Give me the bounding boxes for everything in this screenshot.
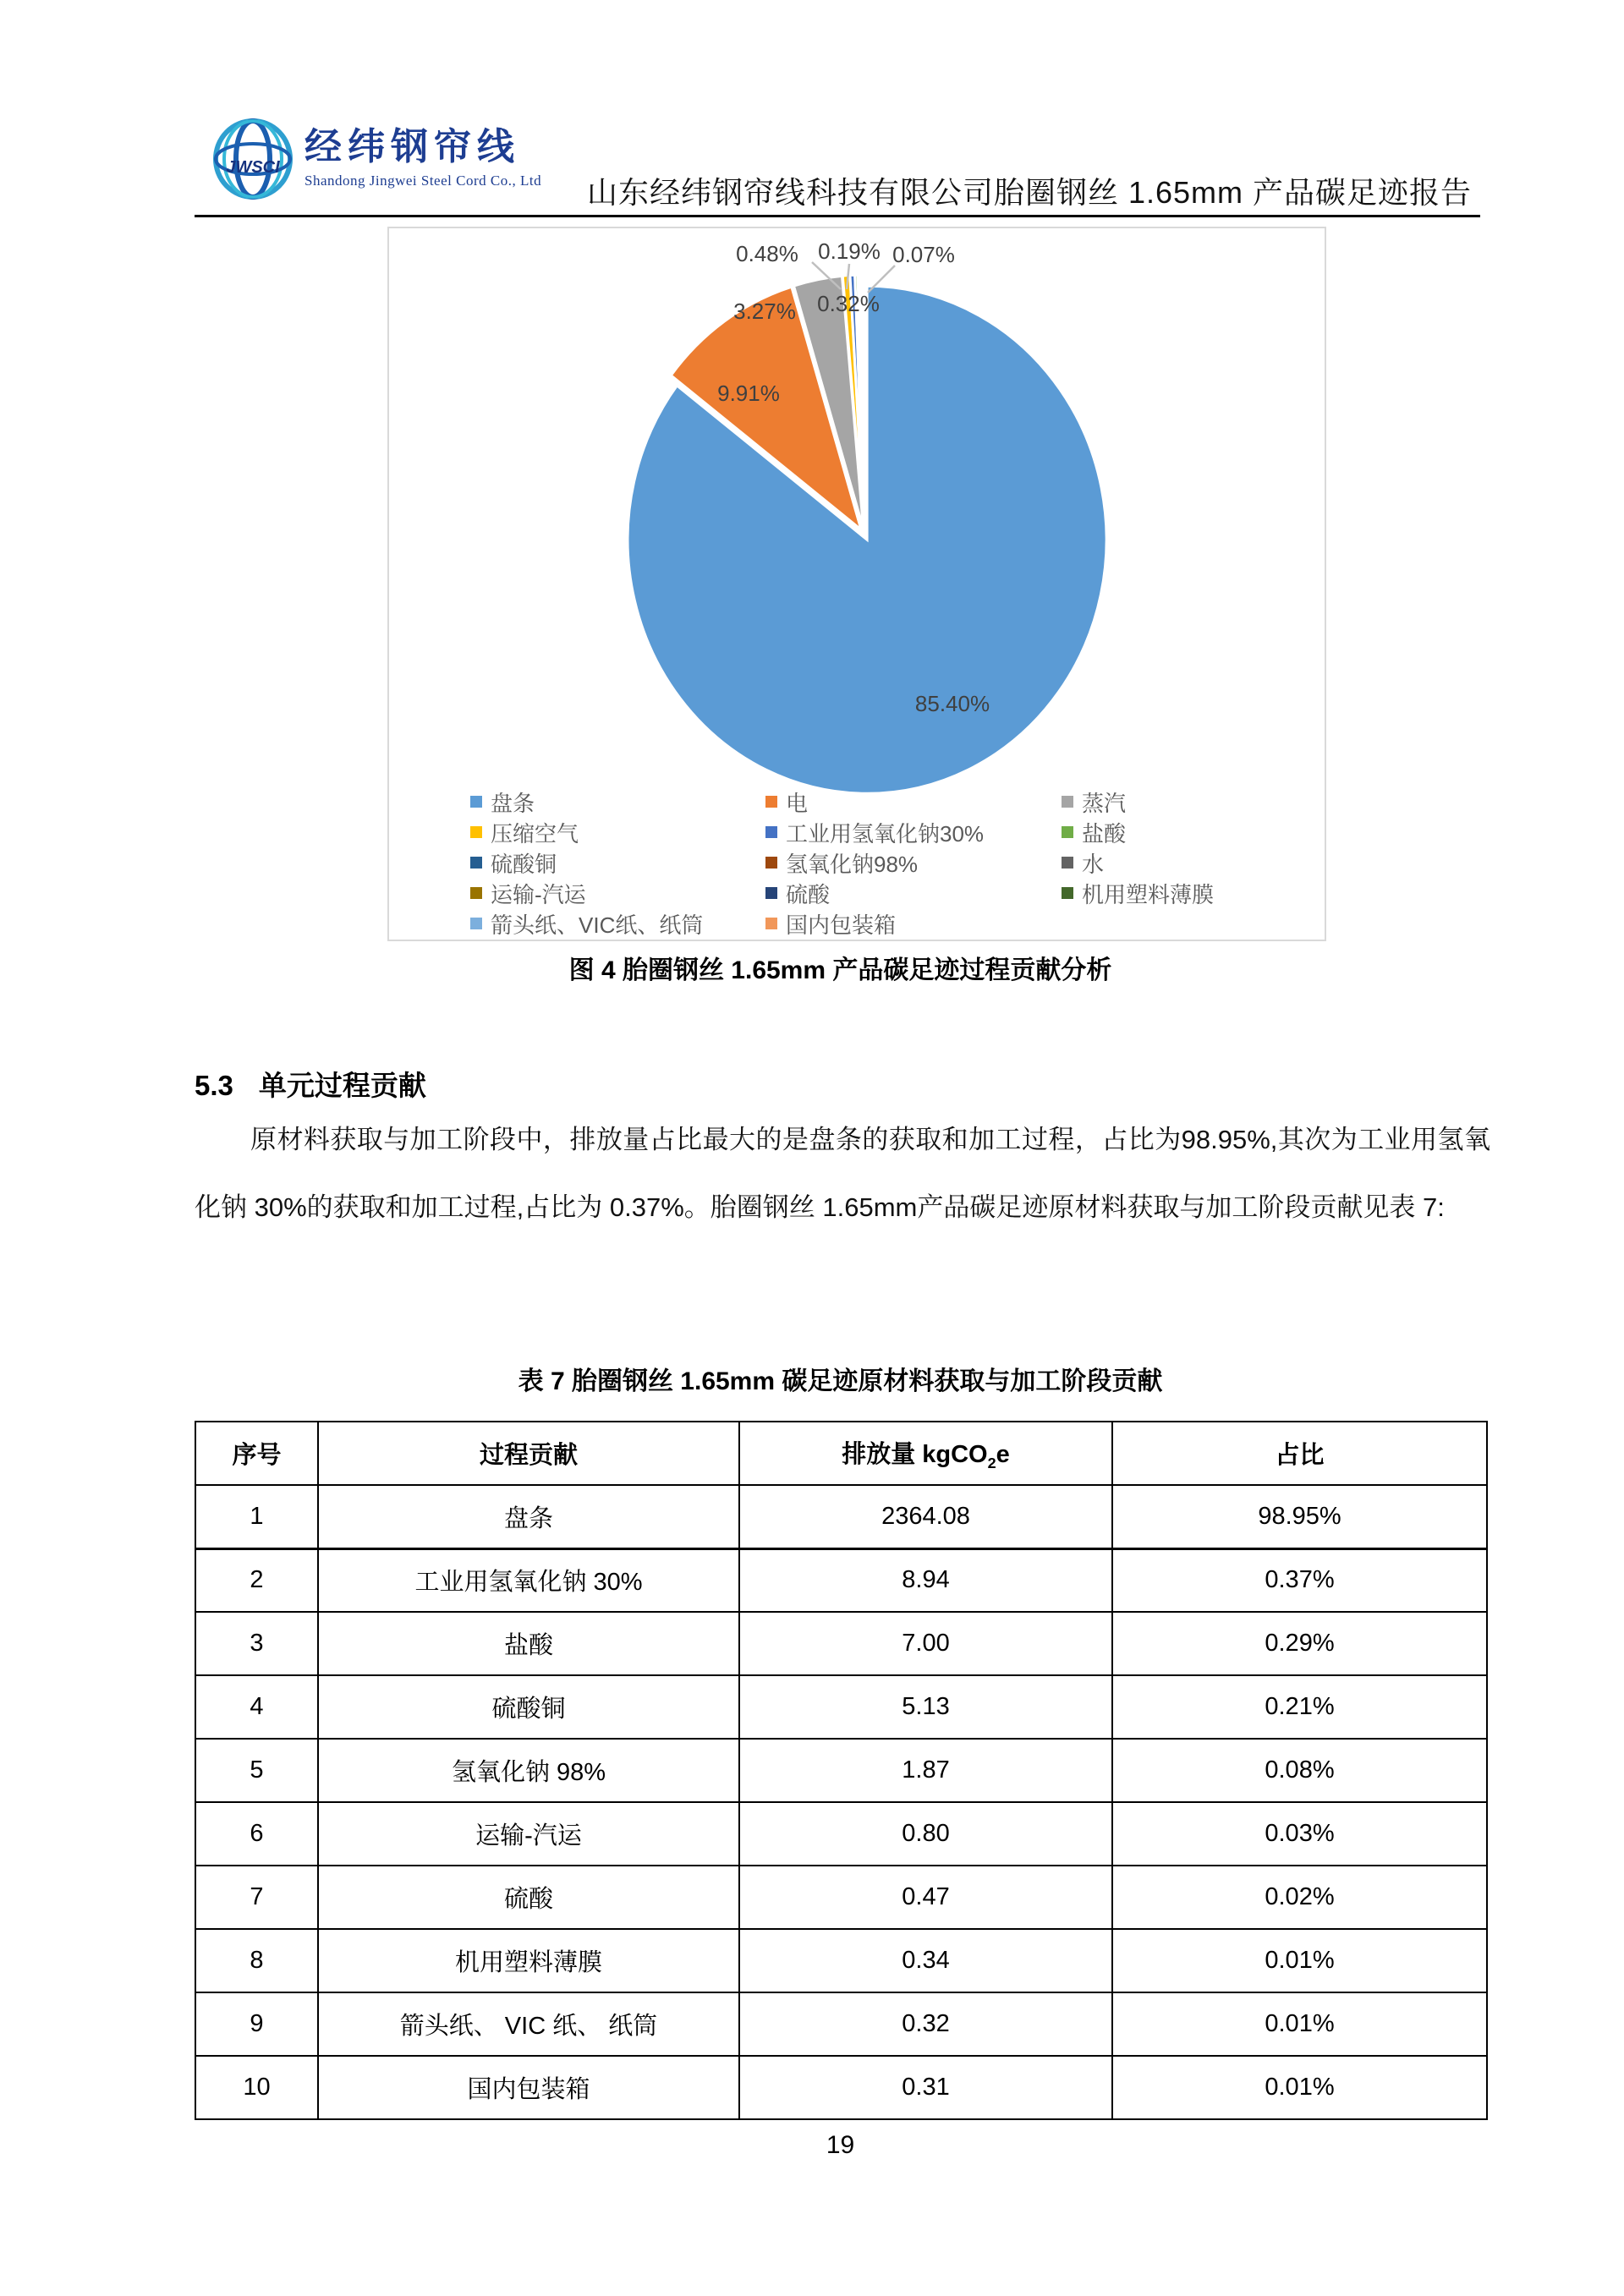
page-number: 19 bbox=[826, 2131, 855, 2159]
legend-item bbox=[470, 847, 765, 878]
cell-no: 10 bbox=[195, 2056, 318, 2119]
table-row bbox=[195, 1485, 1487, 1548]
report-title: 山东经纬钢帘线科技有限公司胎圈钢丝 1.65mm 产品碳足迹报告 bbox=[586, 175, 1472, 210]
legend-label: 盘条 bbox=[491, 790, 535, 816]
globe-icon bbox=[211, 117, 294, 201]
pie-value-label: 0.32% bbox=[817, 291, 880, 316]
legend-label: 硫酸铜 bbox=[491, 851, 557, 877]
pie-value-label: 85.40% bbox=[914, 691, 990, 716]
cell-emission: 0.80 bbox=[739, 1802, 1112, 1866]
cell-process: 氢氧化钠 98% bbox=[318, 1739, 739, 1802]
cell-no: 9 bbox=[195, 1992, 318, 2056]
legend-swatch-icon bbox=[765, 826, 777, 838]
cell-no: 3 bbox=[195, 1612, 318, 1675]
cell-emission: 5.13 bbox=[739, 1675, 1112, 1739]
legend-label: 蒸汽 bbox=[1082, 790, 1127, 816]
legend-swatch-icon bbox=[1062, 796, 1073, 808]
pie-chart-figure bbox=[387, 227, 1326, 941]
logo-text-block bbox=[304, 117, 541, 189]
pie-value-label: 9.91% bbox=[717, 381, 780, 406]
legend-label: 硫酸 bbox=[786, 881, 831, 907]
legend-swatch-icon bbox=[470, 918, 482, 929]
col-header-no: 序号 bbox=[195, 1422, 318, 1485]
legend-swatch-icon bbox=[470, 857, 482, 869]
col-header-emission: 排放量 kgCO$_2$e bbox=[739, 1422, 1112, 1485]
cell-emission: 0.32 bbox=[739, 1992, 1112, 2056]
legend-item bbox=[470, 786, 765, 817]
legend-swatch-icon bbox=[765, 918, 777, 929]
legend-item bbox=[470, 878, 765, 908]
cell-share: 0.03% bbox=[1112, 1802, 1487, 1866]
cell-emission: 0.47 bbox=[739, 1866, 1112, 1929]
company-logo bbox=[211, 117, 541, 201]
section-number: 5.3 bbox=[195, 1070, 233, 1101]
cell-process: 盘条 bbox=[318, 1485, 739, 1548]
cell-share: 0.29% bbox=[1112, 1612, 1487, 1675]
cell-no: 2 bbox=[195, 1548, 318, 1612]
cell-process: 机用塑料薄膜 bbox=[318, 1929, 739, 1992]
table-row bbox=[195, 1802, 1487, 1866]
cell-no: 8 bbox=[195, 1929, 318, 1992]
legend-item bbox=[765, 786, 1062, 817]
legend-label: 压缩空气 bbox=[491, 820, 579, 847]
col-header-process: 过程贡献 bbox=[318, 1422, 739, 1485]
legend-item bbox=[765, 908, 1062, 939]
legend-item bbox=[1062, 817, 1308, 847]
legend-swatch-icon bbox=[470, 796, 482, 808]
legend-swatch-icon bbox=[1062, 826, 1073, 838]
cell-process: 硫酸 bbox=[318, 1866, 739, 1929]
table-row bbox=[195, 1739, 1487, 1802]
cell-emission: 8.94 bbox=[739, 1548, 1112, 1612]
cell-share: 98.95% bbox=[1112, 1485, 1487, 1548]
logo-badge: JWSCI bbox=[226, 158, 280, 177]
cell-emission: 1.87 bbox=[739, 1739, 1112, 1802]
section-title: 单元过程贡献 bbox=[258, 1070, 426, 1101]
cell-share: 0.37% bbox=[1112, 1548, 1487, 1612]
table-row bbox=[195, 1675, 1487, 1739]
legend-item bbox=[1062, 847, 1308, 878]
cell-no: 1 bbox=[195, 1485, 318, 1548]
table-body bbox=[195, 1485, 1487, 2119]
table-row bbox=[195, 1548, 1487, 1612]
cell-process: 盐酸 bbox=[318, 1612, 739, 1675]
table-header-row bbox=[195, 1422, 1487, 1485]
pie-value-label: 3.27% bbox=[733, 299, 796, 324]
legend-item bbox=[470, 817, 765, 847]
legend-swatch-icon bbox=[765, 857, 777, 869]
cell-share: 0.01% bbox=[1112, 1992, 1487, 2056]
legend-swatch-icon bbox=[470, 826, 482, 838]
cell-no: 5 bbox=[195, 1739, 318, 1802]
cell-process: 箭头纸、 VIC 纸、 纸筒 bbox=[318, 1992, 739, 2056]
legend-item bbox=[1062, 878, 1308, 908]
logo-english-name: Shandong Jingwei Steel Cord Co., Ltd bbox=[304, 173, 542, 189]
cell-share: 0.08% bbox=[1112, 1739, 1487, 1802]
figure-caption: 图 4 胎圈钢丝 1.65mm 产品碳足迹过程贡献分析 bbox=[568, 956, 1112, 984]
legend-label: 氢氧化钠98% bbox=[786, 851, 919, 877]
pie-value-label: 0.48% bbox=[736, 241, 798, 266]
legend-item bbox=[765, 817, 1062, 847]
table-row bbox=[195, 2056, 1487, 2119]
legend-label: 箭头纸、VIC纸、纸筒 bbox=[491, 912, 704, 938]
legend-item bbox=[1062, 786, 1308, 817]
cell-no: 6 bbox=[195, 1802, 318, 1866]
legend-item bbox=[765, 847, 1062, 878]
legend-swatch-icon bbox=[1062, 857, 1073, 869]
legend-label: 工业用氢氧化钠30% bbox=[786, 820, 985, 847]
cell-share: 0.01% bbox=[1112, 1929, 1487, 1992]
legend-label: 国内包装箱 bbox=[786, 912, 897, 938]
legend-swatch-icon bbox=[1062, 887, 1073, 899]
contribution-table bbox=[195, 1421, 1488, 2120]
pie-value-label: 0.07% bbox=[892, 242, 955, 267]
cell-process: 国内包装箱 bbox=[318, 2056, 739, 2119]
legend-label: 电 bbox=[786, 790, 809, 816]
cell-process: 运输-汽运 bbox=[318, 1802, 739, 1866]
legend-swatch-icon bbox=[470, 887, 482, 899]
legend-item bbox=[470, 908, 765, 939]
legend-label: 机用塑料薄膜 bbox=[1082, 881, 1215, 907]
table-row bbox=[195, 1992, 1487, 2056]
table-row bbox=[195, 1612, 1487, 1675]
chart-legend bbox=[470, 786, 1308, 939]
cell-emission: 2364.08 bbox=[739, 1485, 1112, 1548]
legend-label: 盐酸 bbox=[1082, 820, 1127, 847]
header-divider bbox=[195, 215, 1480, 217]
cell-process: 硫酸铜 bbox=[318, 1675, 739, 1739]
cell-share: 0.21% bbox=[1112, 1675, 1487, 1739]
cell-no: 4 bbox=[195, 1675, 318, 1739]
logo-chinese-name: 经纬钢帘线 bbox=[304, 126, 520, 167]
cell-process: 工业用氢氧化钠 30% bbox=[318, 1548, 739, 1612]
cell-no: 7 bbox=[195, 1866, 318, 1929]
section-heading bbox=[195, 1064, 426, 1104]
col-header-share: 占比 bbox=[1112, 1422, 1487, 1485]
legend-item bbox=[765, 878, 1062, 908]
cell-emission: 0.34 bbox=[739, 1929, 1112, 1992]
pie-value-label: 0.19% bbox=[818, 238, 881, 264]
body-paragraph: 原材料获取与加工阶段中，排放量占比最大的是盘条的获取和加工过程，占比为98.95%,其次为工业用氢氧化钠 30%的获取和加工过程,占比为 0.37%。胎圈钢丝 1.65mm产品碳足迹原材料获取与加工阶段贡献见表 7: bbox=[195, 1125, 1490, 1222]
table-row bbox=[195, 1866, 1487, 1929]
cell-share: 0.02% bbox=[1112, 1866, 1487, 1929]
legend-swatch-icon bbox=[765, 887, 777, 899]
cell-share: 0.01% bbox=[1112, 2056, 1487, 2119]
cell-emission: 0.31 bbox=[739, 2056, 1112, 2119]
legend-label: 水 bbox=[1082, 851, 1105, 877]
table-caption: 表 7 胎圈钢丝 1.65mm 碳足迹原材料获取与加工阶段贡献 bbox=[518, 1367, 1163, 1395]
legend-swatch-icon bbox=[765, 796, 777, 808]
cell-emission: 7.00 bbox=[739, 1612, 1112, 1675]
table-row bbox=[195, 1929, 1487, 1992]
legend-label: 运输-汽运 bbox=[491, 881, 586, 907]
